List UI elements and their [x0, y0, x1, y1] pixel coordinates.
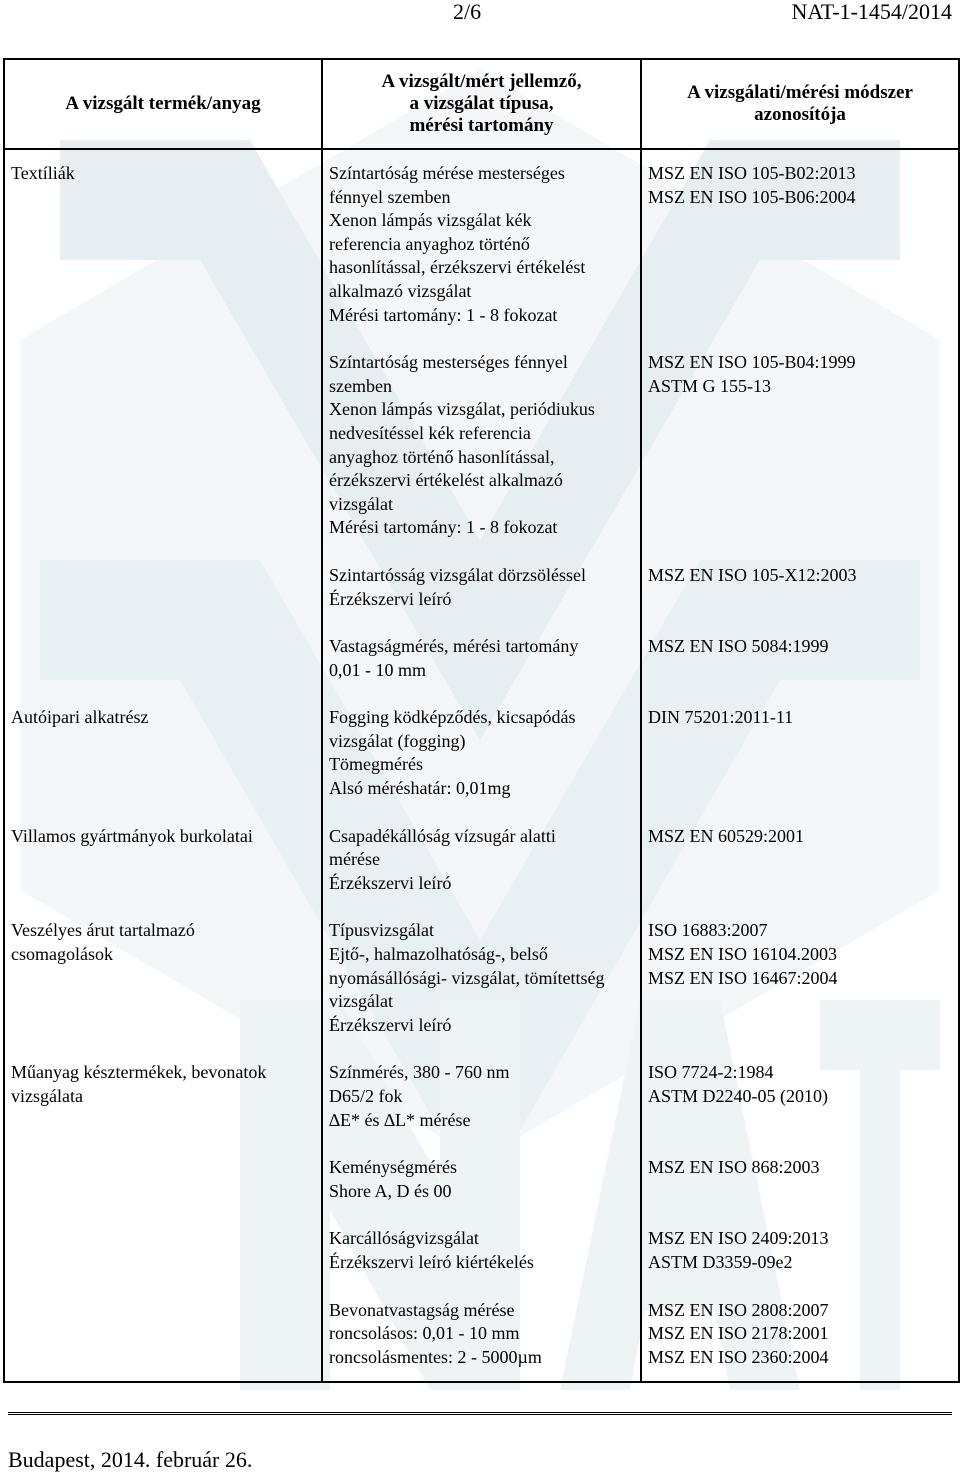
table-row: [4, 351, 959, 564]
product-cell: [4, 351, 322, 564]
product-cell: [4, 564, 322, 635]
table-row: [4, 1299, 959, 1383]
product-cell: [4, 635, 322, 706]
product-cell: Villamos gyártmányok burkolatai: [4, 825, 322, 920]
table-row: [4, 706, 959, 824]
product-cell: Textíliák: [4, 149, 322, 351]
method-cell: MSZ EN ISO 5084:1999: [641, 635, 959, 706]
column-header-property: A vizsgált/mért jellemző, a vizsgálat típusa, mérési tartomány: [322, 59, 641, 149]
property-cell: Színtartóság mesterséges fénnyel szemben Xenon lámpás vizsgálat, periódiukus nedvesítéssel kék referencia anyaghoz történő hasonlítással, érzékszervi értékelést alkalmazó vizsgálat Mérési tartomány: 1 - 8 fokozat: [322, 351, 641, 564]
product-cell: [4, 1299, 322, 1383]
product-cell: Műanyag késztermékek, bevonatok vizsgálata: [4, 1061, 322, 1156]
method-cell: MSZ EN ISO 868:2003: [641, 1156, 959, 1227]
footer-place-date: Budapest, 2014. február 26.: [8, 1447, 253, 1472]
property-cell: Típusvizsgálat Ejtő-, halmazolhatóság-, belső nyomásállósági- vizsgálat, tömítettség vizsgálat Érzékszervi leíró: [322, 919, 641, 1061]
method-cell: ISO 16883:2007 MSZ EN ISO 16104.2003 MSZ EN ISO 16467:2004: [641, 919, 959, 1061]
property-cell: Fogging ködképződés, kicsapódás vizsgálat (fogging) Tömegmérés Alsó méréshatár: 0,01mg: [322, 706, 641, 824]
document-id: NAT-1-1454/2014: [791, 0, 952, 24]
table-row: [4, 825, 959, 920]
property-cell: Színtartóság mérése mesterséges fénnyel szemben Xenon lámpás vizsgálat kék referencia anyaghoz történő hasonlítással, érzékszervi értékelést alkalmazó vizsgálat Mérési tartomány: 1 - 8 fokozat: [322, 149, 641, 351]
table-row: [4, 635, 959, 706]
table-header-row: [4, 59, 959, 149]
method-cell: MSZ EN ISO 2808:2007 MSZ EN ISO 2178:2001 MSZ EN ISO 2360:2004: [641, 1299, 959, 1383]
product-cell: Veszélyes árut tartalmazó csomagolások: [4, 919, 322, 1061]
table-row: [4, 1227, 959, 1298]
property-cell: Bevonatvastagság mérése roncsolásos: 0,01 - 10 mm roncsolásmentes: 2 - 5000µm: [322, 1299, 641, 1383]
product-cell: Autóipari alkatrész: [4, 706, 322, 824]
accreditation-scope-table: [3, 58, 960, 1383]
method-cell: ISO 7724-2:1984 ASTM D2240-05 (2010): [641, 1061, 959, 1156]
product-cell: [4, 1156, 322, 1227]
property-cell: Szintartósság vizsgálat dörzsöléssel Érzékszervi leíró: [322, 564, 641, 635]
method-cell: MSZ EN 60529:2001: [641, 825, 959, 920]
method-cell: MSZ EN ISO 2409:2013 ASTM D3359-09e2: [641, 1227, 959, 1298]
column-header-product: A vizsgált termék/anyag: [4, 59, 322, 149]
table-row: [4, 1156, 959, 1227]
method-cell: MSZ EN ISO 105-X12:2003: [641, 564, 959, 635]
property-cell: Színmérés, 380 - 760 nm D65/2 fok ∆E* és ∆L* mérése: [322, 1061, 641, 1156]
footer-divider: [8, 1412, 952, 1415]
page-header: [0, 0, 960, 30]
property-cell: Karcállóságvizsgálat Érzékszervi leíró kiértékelés: [322, 1227, 641, 1298]
property-cell: Vastagságmérés, mérési tartomány 0,01 - 10 mm: [322, 635, 641, 706]
page-number: 2/6: [453, 0, 482, 24]
table-row: [4, 1061, 959, 1156]
table-row: [4, 564, 959, 635]
property-cell: Keménységmérés Shore A, D és 00: [322, 1156, 641, 1227]
product-cell: [4, 1227, 322, 1298]
table-row: [4, 149, 959, 351]
method-cell: DIN 75201:2011-11: [641, 706, 959, 824]
method-cell: MSZ EN ISO 105-B04:1999 ASTM G 155-13: [641, 351, 959, 564]
property-cell: Csapadékállóság vízsugár alatti mérése Érzékszervi leíró: [322, 825, 641, 920]
table-row: [4, 919, 959, 1061]
method-cell: MSZ EN ISO 105-B02:2013 MSZ EN ISO 105-B06:2004: [641, 149, 959, 351]
column-header-method: A vizsgálati/mérési módszer azonosítója: [641, 59, 959, 149]
